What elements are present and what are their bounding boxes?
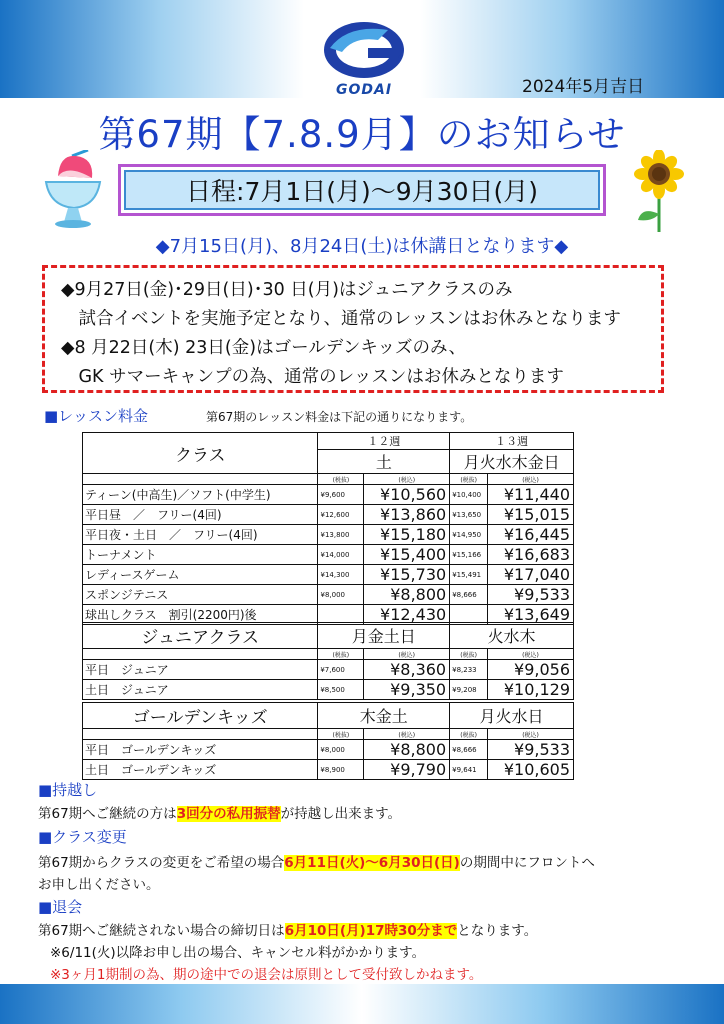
col1-days: 月金土日 bbox=[318, 623, 450, 649]
price-ex: ¥14,950 bbox=[450, 525, 488, 545]
price-in: ¥13,649 bbox=[488, 605, 574, 625]
notice-line: ◆8 月22日(木) 23日(金)はゴールデンキッズのみ、 bbox=[61, 338, 467, 358]
withdrawal-note-1: ※6/11(火)以降お申し出の場合、キャンセル料がかかります。 bbox=[50, 945, 426, 961]
price-in: ¥9,790 bbox=[364, 760, 450, 780]
carryover-text-after: が持越し出来ます。 bbox=[280, 806, 402, 822]
price-in: ¥11,440 bbox=[488, 485, 574, 505]
adult-fee-table bbox=[82, 432, 574, 625]
price-ex: ¥8,000 bbox=[318, 585, 364, 605]
row-name: トーナメント bbox=[83, 545, 318, 565]
tax-in-label: (税込) bbox=[364, 474, 450, 485]
price-in: ¥15,730 bbox=[364, 565, 450, 585]
price-in: ¥8,800 bbox=[364, 740, 450, 760]
row-name: 平日昼 ／ フリー(4回) bbox=[83, 505, 318, 525]
tax-ex-label: (税抜) bbox=[318, 474, 364, 485]
price-ex: ¥13,650 bbox=[450, 505, 488, 525]
class-change-text-line2: お申し出ください。 bbox=[38, 877, 160, 893]
class-change-text-before: 第67期からクラスの変更をご希望の場合 bbox=[38, 855, 285, 871]
row-name: 平日 ジュニア bbox=[83, 660, 318, 680]
tax-ex-label: (税抜) bbox=[450, 729, 488, 740]
col2-weeks: １３週 bbox=[450, 433, 574, 450]
carryover-text bbox=[38, 802, 401, 822]
tax-in-label: (税込) bbox=[488, 474, 574, 485]
junior-fee-table bbox=[82, 622, 574, 700]
price-ex: ¥15,491 bbox=[450, 565, 488, 585]
row-name: 平日夜・土日 ／ フリー(4回) bbox=[83, 525, 318, 545]
row-name: 平日 ゴールデンキッズ bbox=[83, 740, 318, 760]
notice-line: GK サマーキャンプの為、通常のレッスンはお休みとなります bbox=[61, 367, 564, 387]
price-in: ¥9,533 bbox=[488, 585, 574, 605]
price-ex: ¥8,666 bbox=[450, 740, 488, 760]
carryover-highlight: 3回分の私用振替 bbox=[176, 806, 281, 822]
tax-ex-label: (税抜) bbox=[450, 474, 488, 485]
kids-fee-table bbox=[82, 702, 574, 780]
price-in: ¥9,533 bbox=[488, 740, 574, 760]
price-ex: ¥8,666 bbox=[450, 585, 488, 605]
col2-days: 月火水日 bbox=[450, 703, 574, 729]
notice-line: ◆9月27日(金)･29日(日)･30 日(月)はジュニアクラスのみ bbox=[61, 280, 513, 300]
row-name: 球出しクラス 割引(2200円)後 bbox=[83, 605, 318, 625]
row-name: スポンジテニス bbox=[83, 585, 318, 605]
tax-ex-label: (税抜) bbox=[450, 649, 488, 660]
price-in: ¥16,683 bbox=[488, 545, 574, 565]
col1-days: 木金土 bbox=[318, 703, 450, 729]
withdrawal-note-2: ※3ヶ月1期制の為、期の途中での退会は原則として受付致しかねます。 bbox=[50, 967, 483, 983]
col2-days: 火水木 bbox=[450, 623, 574, 649]
price-ex: ¥9,641 bbox=[450, 760, 488, 780]
class-header: クラス bbox=[83, 433, 318, 474]
price-ex: ¥9,600 bbox=[318, 485, 364, 505]
price-ex: ¥8,900 bbox=[318, 760, 364, 780]
sunflower-icon bbox=[626, 150, 692, 232]
logo-text: GODAI bbox=[335, 82, 393, 98]
withdrawal-title: ■退会 bbox=[38, 898, 83, 916]
godai-logo-icon bbox=[318, 18, 410, 82]
class-change-text-after: の期間中にフロントへ bbox=[459, 855, 595, 871]
withdrawal-text-after: となります。 bbox=[457, 923, 538, 939]
price-ex: ¥15,166 bbox=[450, 545, 488, 565]
withdrawal-highlight: 6月10日(月)17時30分まで bbox=[284, 923, 458, 939]
row-name: ティーン(中高生)／ソフト(中学生) bbox=[83, 485, 318, 505]
class-header: ジュニアクラス bbox=[83, 623, 318, 649]
price-in: ¥8,800 bbox=[364, 585, 450, 605]
table-row bbox=[83, 525, 574, 545]
col2-days: 月火水木金日 bbox=[450, 450, 574, 474]
table-row bbox=[83, 585, 574, 605]
class-header: ゴールデンキッズ bbox=[83, 703, 318, 729]
shaved-ice-icon bbox=[38, 150, 108, 232]
carryover-text-before: 第67期へご継続の方は bbox=[38, 806, 177, 822]
footer-band bbox=[0, 984, 724, 1024]
row-name: レディースゲーム bbox=[83, 565, 318, 585]
tax-in-label: (税込) bbox=[488, 649, 574, 660]
price-ex: ¥8,500 bbox=[318, 680, 364, 700]
price-ex: ¥8,000 bbox=[318, 740, 364, 760]
issue-date: 2024年5月吉日 bbox=[522, 77, 645, 97]
table-row bbox=[83, 660, 574, 680]
row-name: 土日 ゴールデンキッズ bbox=[83, 760, 318, 780]
withdrawal-text bbox=[38, 919, 537, 939]
col1-weeks: １２週 bbox=[318, 433, 450, 450]
holiday-notice: ◆7月15日(月)、8月24日(土)は休講日となります◆ bbox=[155, 236, 569, 257]
price-in: ¥10,605 bbox=[488, 760, 574, 780]
table-row bbox=[83, 740, 574, 760]
fees-section-title: ■レッスン料金 bbox=[44, 407, 149, 425]
col1-days: 土 bbox=[318, 450, 450, 474]
price-ex: ¥14,300 bbox=[318, 565, 364, 585]
price-in: ¥10,560 bbox=[364, 485, 450, 505]
schedule-text: 日程:7月1日(月)～9月30日(月) bbox=[124, 170, 600, 210]
price-ex: ¥8,233 bbox=[450, 660, 488, 680]
tax-ex-label: (税抜) bbox=[318, 649, 364, 660]
price-in: ¥15,400 bbox=[364, 545, 450, 565]
price-in: ¥9,056 bbox=[488, 660, 574, 680]
table-row bbox=[83, 565, 574, 585]
tax-in-label: (税込) bbox=[364, 649, 450, 660]
price-in: ¥16,445 bbox=[488, 525, 574, 545]
godai-logo bbox=[318, 18, 410, 100]
notice-box bbox=[42, 265, 664, 393]
class-change-text bbox=[38, 851, 595, 871]
price-ex: ¥10,400 bbox=[450, 485, 488, 505]
price-in: ¥12,430 bbox=[364, 605, 450, 625]
class-change-title: ■クラス変更 bbox=[38, 828, 127, 846]
price-in: ¥10,129 bbox=[488, 680, 574, 700]
price-in: ¥13,860 bbox=[364, 505, 450, 525]
price-in: ¥9,350 bbox=[364, 680, 450, 700]
price-ex: ¥14,000 bbox=[318, 545, 364, 565]
fees-note: 第67期のレッスン料金は下記の通りになります。 bbox=[206, 410, 473, 424]
withdrawal-text-before: 第67期へご継続されない場合の締切日は bbox=[38, 923, 285, 939]
tax-in-label: (税込) bbox=[364, 729, 450, 740]
notice-line: 試合イベントを実施予定となり、通常のレッスンはお休みとなります bbox=[61, 309, 621, 329]
schedule-box bbox=[118, 164, 606, 216]
price-ex: ¥9,208 bbox=[450, 680, 488, 700]
carryover-title: ■持越し bbox=[38, 781, 98, 799]
row-name: 土日 ジュニア bbox=[83, 680, 318, 700]
table-row bbox=[83, 485, 574, 505]
tax-ex-label: (税抜) bbox=[318, 729, 364, 740]
price-in: ¥15,180 bbox=[364, 525, 450, 545]
page-title: 第67期【7.8.9月】のお知らせ bbox=[98, 113, 626, 156]
tax-in-label: (税込) bbox=[488, 729, 574, 740]
price-in: ¥17,040 bbox=[488, 565, 574, 585]
table-row bbox=[83, 760, 574, 780]
price-in: ¥8,360 bbox=[364, 660, 450, 680]
price-ex: ¥7,600 bbox=[318, 660, 364, 680]
table-row bbox=[83, 505, 574, 525]
table-row bbox=[83, 545, 574, 565]
price-ex: ¥13,800 bbox=[318, 525, 364, 545]
price-ex: ¥12,600 bbox=[318, 505, 364, 525]
table-row bbox=[83, 680, 574, 700]
price-in: ¥15,015 bbox=[488, 505, 574, 525]
class-change-highlight: 6月11日(火)～6月30日(日) bbox=[284, 855, 460, 871]
